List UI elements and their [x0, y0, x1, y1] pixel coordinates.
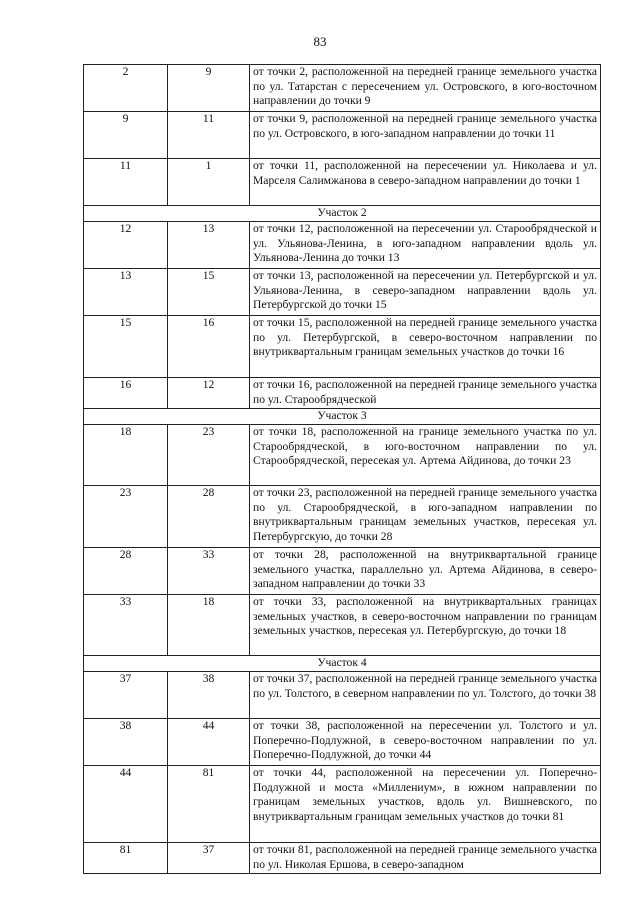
- table-row: [84, 548, 601, 595]
- boundary-description: от точки 18, расположенной на границе земельного участка по ул. Старообрядческой, в юго-восточном направлении по ул. Старообрядческой, пересекая ул. Артема Айдинова, до точки 23: [250, 425, 601, 486]
- boundary-description: от точки 15, расположенной на передней границе земельного участка по ул. Петербургской, в северо-восточном направлении по внутриквартальным границам земельных участков до точки 16: [250, 316, 601, 378]
- point-to: 15: [168, 269, 250, 316]
- table-row: [84, 159, 601, 206]
- point-to: 1: [168, 159, 250, 206]
- boundary-description: от точки 12, расположенной на пересечении ул. Старообрядческой и ул. Ульянова-Ленина, в юго-западном направлении вдоль ул. Ульянова-Ленина до точки 13: [250, 222, 601, 269]
- point-to: 28: [168, 486, 250, 548]
- boundary-description: от точки 9, расположенной на передней границе земельного участка по ул. Островского, в юго-западном направлении до точки 11: [250, 112, 601, 159]
- point-from: 33: [84, 595, 168, 656]
- boundary-description: от точки 37, расположенной на передней границе земельного участка по ул. Толстого, в северном направлении по ул. Толстого, до точки 38: [250, 672, 601, 719]
- table-row: [84, 672, 601, 719]
- section-heading-row: [84, 409, 601, 425]
- table-row: [84, 595, 601, 656]
- boundary-description: от точки 13, расположенной на пересечении ул. Петербургской и ул. Ульянова-Ленина, в северо-западном направлении вдоль ул. Петербургской до точки 15: [250, 269, 601, 316]
- page-number: 83: [313, 34, 327, 49]
- point-from: 18: [84, 425, 168, 486]
- boundary-description: от точки 2, расположенной на передней границе земельного участка по ул. Татарстан с пересечением ул. Островского, в юго-восточном направлении до точки 9: [250, 65, 601, 112]
- point-to: 44: [168, 719, 250, 766]
- point-to: 9: [168, 65, 250, 112]
- boundary-description: от точки 23, расположенной на передней границе земельного участка по ул. Старообрядческой, в юго-западном направлении по внутриквартальным границам земельных участков, пересекая ул. Петербургскую, до точки 28: [250, 486, 601, 548]
- section-heading: Участок 2: [84, 206, 601, 222]
- boundary-description: от точки 81, расположенной на передней границе земельного участка по ул. Николая Ершова, в северо-западном: [250, 843, 601, 874]
- point-from: 23: [84, 486, 168, 548]
- point-from: 12: [84, 222, 168, 269]
- boundary-description-table: [83, 64, 601, 874]
- table-row: [84, 486, 601, 548]
- boundary-description: от точки 11, расположенной на пересечении ул. Николаева и ул. Марселя Салимжанова в северо-западном направлении до точки 1: [250, 159, 601, 206]
- section-heading: Участок 4: [84, 656, 601, 672]
- point-to: 38: [168, 672, 250, 719]
- point-to: 13: [168, 222, 250, 269]
- table-row: [84, 65, 601, 112]
- table-row: [84, 222, 601, 269]
- point-to: 37: [168, 843, 250, 874]
- section-heading-row: [84, 656, 601, 672]
- section-heading: Участок 3: [84, 409, 601, 425]
- point-from: 2: [84, 65, 168, 112]
- point-from: 81: [84, 843, 168, 874]
- point-from: 13: [84, 269, 168, 316]
- point-to: 81: [168, 766, 250, 843]
- boundary-description: от точки 44, расположенной на пересечении ул. Поперечно-Подлужной и моста «Миллениум», в южном направлении по границам земельных участков, вдоль ул. Вишневского, по внутриквартальным границам земельных участков до точки 81: [250, 766, 601, 843]
- table-row: [84, 269, 601, 316]
- boundary-description: от точки 16, расположенной на передней границе земельного участка по ул. Старообрядческой: [250, 378, 601, 409]
- point-from: 9: [84, 112, 168, 159]
- table-row: [84, 112, 601, 159]
- boundary-description: от точки 28, расположенной на внутриквартальной границе земельного участка, параллельно ул. Артема Айдинова, в северо-западном направлении до точки 33: [250, 548, 601, 595]
- point-from: 11: [84, 159, 168, 206]
- boundary-description: от точки 38, расположенной на пересечении ул. Толстого и ул. Поперечно-Подлужной, в северо-восточном направлении по ул. Поперечно-Подлужной, до точки 44: [250, 719, 601, 766]
- point-from: 16: [84, 378, 168, 409]
- point-from: 44: [84, 766, 168, 843]
- point-to: 16: [168, 316, 250, 378]
- point-from: 28: [84, 548, 168, 595]
- point-to: 33: [168, 548, 250, 595]
- point-to: 11: [168, 112, 250, 159]
- table-row: [84, 766, 601, 843]
- table-row: [84, 378, 601, 409]
- table-row: [84, 425, 601, 486]
- point-to: 23: [168, 425, 250, 486]
- section-heading-row: [84, 206, 601, 222]
- table-row: [84, 316, 601, 378]
- boundary-description: от точки 33, расположенной на внутриквартальных границах земельных участков, в северо-восточном направлении по границам земельных участков, пересекая ул. Петербургскую, до точки 18: [250, 595, 601, 656]
- table-row: [84, 843, 601, 874]
- point-from: 15: [84, 316, 168, 378]
- point-from: 38: [84, 719, 168, 766]
- point-from: 37: [84, 672, 168, 719]
- point-to: 12: [168, 378, 250, 409]
- point-to: 18: [168, 595, 250, 656]
- table-row: [84, 719, 601, 766]
